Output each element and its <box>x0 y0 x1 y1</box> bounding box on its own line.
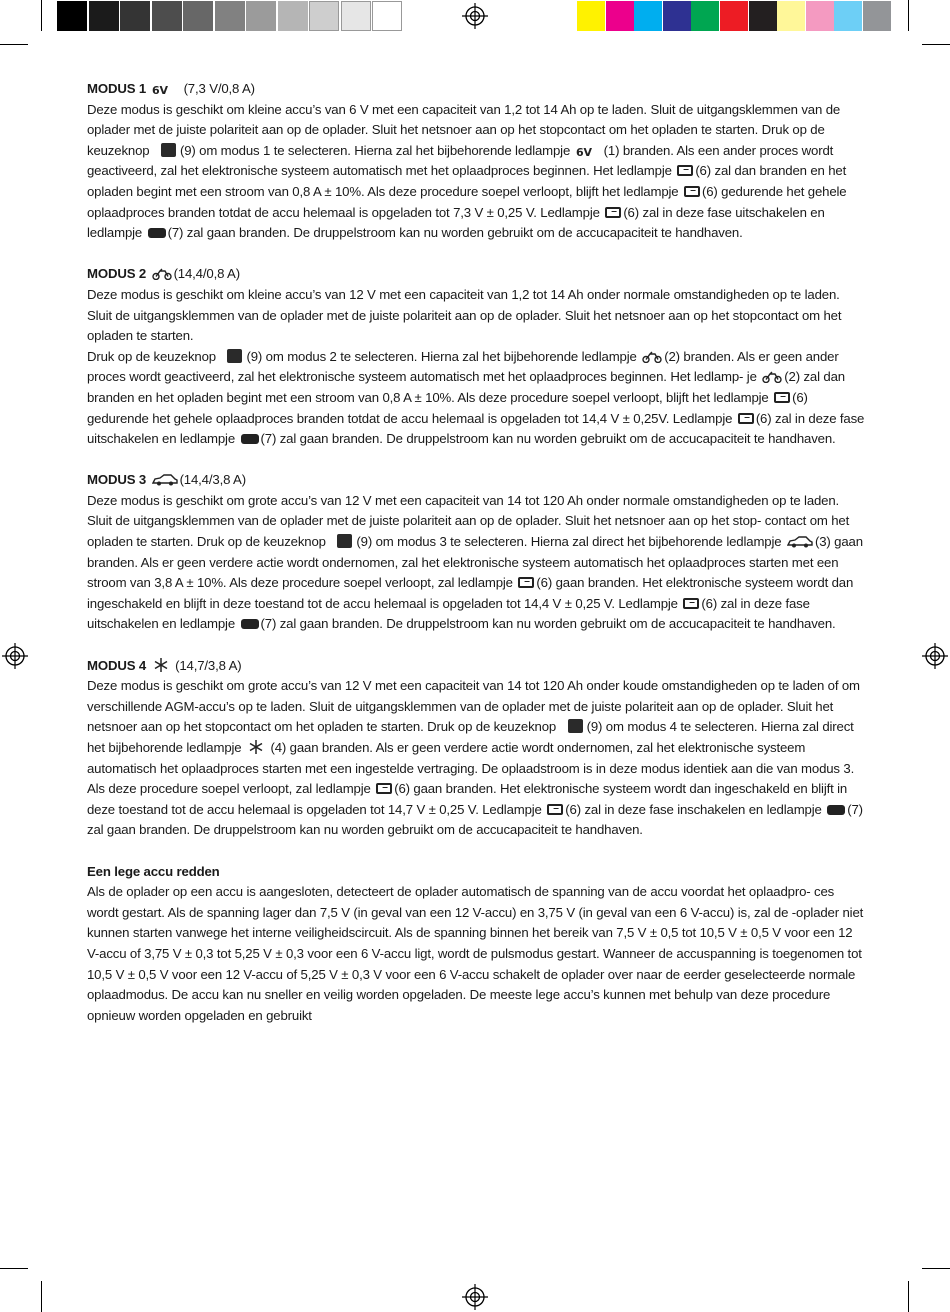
car-icon <box>787 536 813 548</box>
text-run: (2) zal dan branden en het opladen begint met een stroom van 0,8 A ± 10%. Als deze procedure soepel verloopt, blijft het ledlampje <box>87 369 845 405</box>
crop-mark <box>908 1281 909 1312</box>
text-run: (9) om modus 2 te selecteren. Hierna zal het bijbehorende ledlampje <box>246 348 637 364</box>
motorcycle-icon <box>762 371 782 383</box>
charging-battery-icon <box>518 577 534 588</box>
6v-icon <box>576 146 602 157</box>
grey-swatch <box>89 1 119 31</box>
grey-swatch <box>183 1 213 31</box>
grey-swatch <box>120 1 150 31</box>
crop-mark <box>41 1281 42 1312</box>
color-swatch <box>606 1 634 31</box>
text-run: (6) zal in deze fase uitschakelen en ledlampje <box>87 410 865 447</box>
color-swatch <box>577 1 605 31</box>
motorcycle-icon <box>152 268 172 280</box>
mode-title: MODUS 4 <box>87 657 147 673</box>
full-battery-icon <box>148 228 166 238</box>
charging-battery-icon <box>605 207 621 218</box>
crop-mark <box>908 0 909 31</box>
color-swatch <box>834 1 862 31</box>
text-run: Deze modus is geschikt om kleine accu’s van 12 V met een capaciteit van 1,2 tot 14 Ah onder normale omstandigheden op te laden. Sluit de uitgangsklemmen van de oplader met de juiste polariteit aan op de oplader. Sluit het netsnoer aan op het stopcontact om het opladen te starten. <box>87 286 842 344</box>
text-run: (3) gaan branden. Als er geen verdere actie wordt ondernomen, zal het elektronische systeem automatisch het oplaadproces starten met een stroom van 3,8 A ± 10%. Als deze procedure soepel verloopt, zal ledlampje <box>87 534 863 591</box>
text-run: Deze modus is geschikt om kleine accu’s van 6 V met een capaciteit van 1,2 tot 14 Ah op te laden. Sluit de uitgangsklemmen van de oplader met de juiste polariteit aan op de oplader. Sluit het netsnoer aan op het stopcontact om het opladen te starten. Druk op de keuzeknop <box>87 101 841 158</box>
text-run: (6) gaan branden. Het elektronische systeem wordt dan ingeschakeld en blijft in deze toestand tot de accu helemaal is opgeladen tot 14,4 V ± 0,25 V. Ledlampje <box>87 575 854 611</box>
text-run: (6) gedurende het gehele oplaadproces branden totdat de accu helemaal is opgeladen tot 7,3 V ± 0,25 V. Ledlampje <box>87 183 847 220</box>
mode-spec: (14,4/0,8 A) <box>173 266 240 282</box>
mode-3-section <box>87 470 867 635</box>
rescue-heading: Een lege accu redden <box>87 863 220 879</box>
mode-2-description-2 <box>87 347 867 450</box>
color-swatch <box>634 1 662 31</box>
mode-4-section <box>87 656 867 841</box>
grey-swatch <box>246 1 276 31</box>
car-icon <box>152 474 178 486</box>
grey-swatch <box>309 1 339 31</box>
select-button-icon <box>161 143 176 157</box>
select-button-icon <box>568 719 583 733</box>
color-swatch <box>777 1 805 31</box>
color-swatch <box>863 1 891 31</box>
registration-mark-icon <box>2 643 28 669</box>
svg-text:6V: 6V <box>151 84 168 95</box>
charging-battery-icon <box>547 804 563 815</box>
registration-mark-icon <box>922 643 948 669</box>
mode-1-section <box>87 79 867 244</box>
color-swatch <box>749 1 777 31</box>
color-swatch <box>806 1 834 31</box>
mode-4-heading <box>87 656 867 677</box>
text-run: (7) zal gaan branden. De druppelstroom kan nu worden gebruikt om de accucapaciteit te handhaven. <box>260 431 836 447</box>
mode-spec: (14,4/3,8 A) <box>179 472 246 488</box>
crop-mark <box>41 0 42 31</box>
mode-2-heading <box>87 264 867 285</box>
charging-battery-icon <box>376 783 392 794</box>
mode-2-description-1 <box>87 285 867 347</box>
text-run: (6) gedurende het gehele oplaadproces branden totdat de accu helemaal is opgeladen tot 14,4 V ± 0,25V. Ledlampje <box>87 389 808 426</box>
text-run: Druk op de keuzeknop <box>87 348 216 364</box>
charging-battery-icon <box>683 598 699 609</box>
text-run: (9) om modus 4 te selecteren. Hierna zal direct het bijbehorende ledlampje <box>87 719 854 755</box>
mode-title: MODUS 3 <box>87 472 147 488</box>
grey-swatch <box>57 1 87 31</box>
text-run: (4) gaan branden. Als er geen verdere actie wordt ondernomen, zal het elektronische systeem automatisch het oplaadproces starten met een ingestelde vertraging. De oplaadstroom is in deze modus identiek aan die van modus 3. Als deze procedure soepel verloopt, zal ledlampje <box>87 740 855 797</box>
mode-title: MODUS 1 <box>87 81 147 96</box>
motorcycle-icon <box>642 351 662 363</box>
charging-battery-icon <box>738 413 754 424</box>
color-swatch <box>720 1 748 31</box>
mode-1-heading <box>87 79 867 100</box>
mode-3-description <box>87 491 867 635</box>
manual-content <box>87 79 867 1047</box>
grey-swatch <box>278 1 308 31</box>
crop-mark <box>0 44 28 45</box>
text-run: (9) om modus 3 te selecteren. Hierna zal direct het bijbehorende ledlampje <box>356 534 782 550</box>
text-run: Deze modus is geschikt om grote accu’s van 12 V met een capaciteit van 14 tot 120 Ah onder koude omstandigheden op te laden of om verschillende AGM-accu’s op te laden. Sluit de uitgangsklemmen van de oplader met de juiste polariteit aan op de oplader. Sluit het netsnoer aan op het stopcontact om het opladen te starten. Druk op de keuzeknop <box>87 678 860 735</box>
mode-title: MODUS 2 <box>87 266 147 282</box>
text-run: Deze modus is geschikt om grote accu’s van 12 V met een capaciteit van 14 tot 120 Ah onder normale omstandigheden op te laden. Sluit de uitgangsklemmen van de oplader met de juiste polariteit aan op de oplader. Sluit het netsnoer aan op het stop- contact om het opladen te starten. Druk op de keuzeknop <box>87 492 850 550</box>
charging-battery-icon <box>677 165 693 176</box>
mode-3-heading <box>87 470 867 491</box>
mode-2-section <box>87 264 867 449</box>
registration-mark-icon <box>462 1284 488 1310</box>
full-battery-icon <box>827 805 845 815</box>
snowflake-icon <box>152 658 170 672</box>
rescue-description: Als de oplader op een accu is aangesloten, detecteert de oplader automatisch de spanning van de accu voordat het oplaadpro- ces wordt gestart. Als de spanning lager dan 7,5 V (in geval van een 12 V-accu) en 3,75 V (in geval van een 6 V-accu) is, zal de -oplader niet kunnen starten vanwege het interne veiligheidscircuit. Als de spanning binnen het bereik van 7,5 V ± 0,5 tot 10,5 V ± 0,5 V voor een 12 V-accu of 3,75 V ± 0,3 tot 5,25 V ± 0,3 voor een 6 V-accu ligt, wordt de pulsmodus gestart. Wanneer de accuspanning is toegenomen tot 10,5 V ± 0,5 V voor een 12 V-accu of 5,25 V ± 0,3 V voor een 6 V-accu schakelt de oplader over naar de eerder geselecteerde normale oplaadmodus. De accu kan nu sneller en veilig worden opgeladen. De meeste lege accu’s kunnen met behulp van deze procedure opnieuw worden opgeladen en gebruikt <box>87 884 864 1023</box>
mode-1-description <box>87 100 867 244</box>
text-run: (6) zal dan branden en het opladen begint met een stroom van 0,8 A ± 10%. Als deze procedure soepel verloopt, blijft het ledlampje <box>87 163 847 199</box>
text-run: (7) zal gaan branden. De druppelstroom kan nu worden gebruikt om de accucapaciteit te handhaven. <box>87 801 863 838</box>
color-swatch <box>691 1 719 31</box>
snowflake-icon <box>247 740 265 754</box>
grey-swatch <box>152 1 182 31</box>
full-battery-icon <box>241 619 259 629</box>
text-run: (1) branden. Als een ander proces wordt geactiveerd, zal het elektronische systeem automatisch met het oplaadproces beginnen. Het ledlampje <box>87 142 834 179</box>
text-run: (6) zal in deze fase uitschakelen en ledlampje <box>87 595 810 632</box>
crop-mark <box>0 1268 28 1269</box>
text-run: (7) zal gaan branden. De druppelstroom kan nu worden gebruikt om de accucapaciteit te handhaven. <box>167 225 743 241</box>
text-run: (2) branden. Als er geen ander proces wordt geactiveerd, zal het elektronische systeem automatisch met het oplaadproces beginnen. Het ledlamp- je <box>87 348 839 385</box>
svg-text:6V: 6V <box>575 145 592 157</box>
grey-swatch <box>372 1 402 31</box>
crop-mark <box>922 1268 950 1269</box>
grey-swatch <box>341 1 371 31</box>
rescue-section <box>87 862 867 1027</box>
mode-spec: (14,7/3,8 A) <box>175 657 242 673</box>
registration-mark-icon <box>462 3 488 29</box>
text-run: (7) zal gaan branden. De druppelstroom kan nu worden gebruikt om de accucapaciteit te handhaven. <box>260 616 836 632</box>
text-run: (6) gaan branden. Het elektronische systeem wordt dan ingeschakeld en blijft in deze toestand tot de accu helemaal is opgeladen tot 14,7 V ± 0,25 V. Ledlampje <box>87 781 848 817</box>
text-run: (9) om modus 1 te selecteren. Hierna zal het bijbehorende ledlampje <box>179 142 571 158</box>
charging-battery-icon <box>774 392 790 403</box>
mode-spec: (7,3 V/0,8 A) <box>183 81 255 96</box>
select-button-icon <box>227 349 242 363</box>
crop-mark <box>922 44 950 45</box>
mode-4-description <box>87 676 867 841</box>
text-run: (6) zal in deze fase uitschakelen en ledlampje <box>87 204 825 241</box>
full-battery-icon <box>241 434 259 444</box>
grey-swatch <box>215 1 245 31</box>
text-run: (6) zal in deze fase inschakelen en ledlampje <box>565 801 822 817</box>
select-button-icon <box>337 534 352 548</box>
color-swatch <box>663 1 691 31</box>
charging-battery-icon <box>684 186 700 197</box>
6v-icon <box>152 84 182 95</box>
